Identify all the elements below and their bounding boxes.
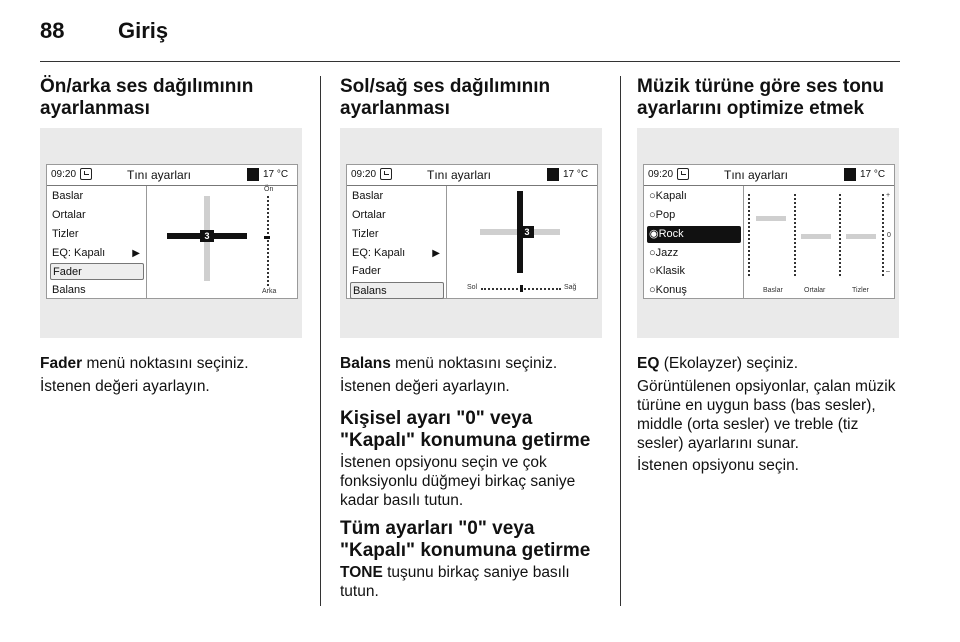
value-marker[interactable]: 3 — [520, 226, 534, 238]
scale-minus: – — [886, 268, 890, 275]
option-label: Kapalı — [655, 190, 687, 202]
menu-item-treble[interactable]: Tizler — [52, 228, 79, 240]
fader-area — [147, 186, 297, 298]
option-classic[interactable]: ○Klasik — [649, 265, 685, 277]
temperature: 17 °C — [860, 169, 886, 180]
menu-item-balance[interactable]: Balans — [52, 284, 86, 296]
text: (Ekolayzer) seçiniz. — [659, 355, 799, 372]
term-bold: Balans — [340, 355, 391, 372]
paragraph — [637, 354, 902, 373]
clock-icon — [80, 168, 92, 180]
status-bar — [644, 165, 894, 186]
column-balance — [340, 76, 610, 600]
fader-indicator — [264, 236, 270, 239]
header-rule — [40, 61, 900, 62]
option-label: Pop — [655, 209, 676, 221]
menu-item-bass[interactable]: Baslar — [52, 190, 84, 202]
subsection-title: Kişisel ayarı "0" veya "Kapalı" konumuna getirme — [340, 408, 591, 451]
paragraph: İstenen değeri ayarlayın. — [340, 378, 510, 395]
menu-item-balance[interactable]: Balans — [350, 282, 444, 299]
option-label: Rock — [658, 228, 684, 240]
eq-scale — [882, 194, 884, 276]
chevron-right-icon: ▶ — [432, 248, 440, 259]
option-label: Klasik — [655, 265, 685, 277]
fader-scale — [267, 196, 269, 286]
paragraph — [340, 563, 600, 601]
left-label: Sol — [467, 284, 478, 291]
menu-item-treble[interactable]: Tizler — [352, 228, 379, 240]
display-screen — [46, 164, 298, 299]
page-number: 88 — [40, 18, 65, 43]
screen-title: Tını ayarları — [427, 168, 492, 182]
option-off[interactable]: ○Kapalı — [649, 190, 687, 202]
screenshot-eq — [637, 128, 899, 338]
clock-icon — [677, 168, 689, 180]
menu-item-label: EQ: Kapalı — [52, 247, 106, 259]
term-bold: EQ — [637, 355, 660, 372]
menu-item-label: EQ: Kapalı — [352, 247, 406, 259]
text: menü noktasını seçiniz. — [390, 355, 558, 372]
eq-scale — [748, 194, 750, 276]
term-bold: Fader — [40, 355, 83, 372]
menu-item-fader[interactable]: Fader — [352, 265, 381, 277]
tone-menu — [347, 186, 447, 298]
section-title: Sol/sağ ses dağılımının ayarlanması — [340, 76, 551, 119]
menu-item-eq[interactable] — [350, 245, 444, 262]
text: tuşunu birkaç saniye basılı tutun. — [340, 564, 570, 600]
eq-scale — [794, 194, 796, 276]
rear-label: Arka — [262, 288, 277, 295]
menu-item-bass[interactable]: Baslar — [352, 190, 384, 202]
temperature: 17 °C — [563, 169, 589, 180]
thermometer-icon — [247, 168, 259, 181]
section-title: Müzik türüne göre ses tonu ayarlarını optimize etmek — [637, 76, 885, 119]
band-label-mid: Ortalar — [804, 287, 826, 294]
clock-time: 09:20 — [351, 169, 377, 180]
status-bar — [47, 165, 297, 186]
balance-indicator — [520, 285, 523, 292]
screenshot-fader — [40, 128, 302, 338]
paragraph: İstenen opsiyonu seçin ve çok fonksiyonlu düğmeyi birkaç saniye kadar basılı tutun. — [340, 454, 576, 509]
section-title: Ön/arka ses dağılımının ayarlanması — [40, 76, 254, 119]
clock-time: 09:20 — [51, 169, 77, 180]
front-label: Ön — [264, 186, 274, 193]
column-divider — [320, 76, 321, 606]
column-fader — [40, 76, 310, 395]
mid-level-bar — [801, 234, 831, 239]
band-label-bass: Baslar — [763, 287, 783, 294]
screen-title: Tını ayarları — [127, 168, 192, 182]
option-label: Konuş — [655, 284, 687, 296]
menu-item-mid[interactable]: Ortalar — [52, 209, 86, 221]
eq-scale — [839, 194, 841, 276]
scale-plus: + — [886, 192, 891, 199]
column-divider — [620, 76, 621, 606]
scale-zero: 0 — [887, 232, 891, 239]
text: menü noktasını seçiniz. — [82, 355, 249, 372]
screenshot-balance — [340, 128, 602, 338]
option-rock[interactable]: ◉Rock — [647, 226, 741, 243]
screen-title: Tını ayarları — [724, 168, 789, 182]
menu-item-eq[interactable] — [50, 245, 144, 262]
option-jazz[interactable]: ○Jazz — [649, 247, 679, 259]
paragraph: İstenen opsiyonu seçin. — [637, 457, 799, 474]
tone-menu — [47, 186, 147, 298]
paragraph — [40, 354, 310, 373]
menu-item-mid[interactable]: Ortalar — [352, 209, 386, 221]
balance-area — [447, 186, 597, 298]
band-label-treble: Tizler — [852, 287, 869, 294]
treble-level-bar — [846, 234, 876, 239]
menu-item-fader[interactable]: Fader — [50, 263, 144, 280]
chevron-right-icon: ▶ — [132, 248, 140, 259]
bass-level-bar — [756, 216, 786, 221]
display-screen — [643, 164, 895, 299]
thermometer-icon — [844, 168, 856, 181]
display-screen — [346, 164, 598, 299]
paragraph — [340, 354, 610, 373]
status-bar — [347, 165, 597, 186]
clock-time: 09:20 — [648, 169, 674, 180]
option-label: Jazz — [655, 247, 679, 259]
paragraph: İstenen değeri ayarlayın. — [40, 378, 210, 395]
eq-area — [744, 186, 894, 298]
temperature: 17 °C — [263, 169, 289, 180]
chapter-title: Giriş — [118, 18, 169, 43]
term-bold: TONE — [340, 564, 383, 581]
subsection-title: Tüm ayarları "0" veya "Kapalı" konumuna getirme — [340, 518, 591, 561]
thermometer-icon — [547, 168, 559, 181]
eq-options — [644, 186, 744, 298]
clock-icon — [380, 168, 392, 180]
option-pop[interactable]: ○Pop — [649, 209, 676, 221]
option-speech[interactable]: ○Konuş — [649, 284, 687, 296]
column-eq — [637, 76, 907, 474]
paragraph: Görüntülenen opsiyonlar, çalan müzik türüne en uygun bass (bas sesler), middle (orta sesler) ve treble (tiz sesler) ayarlarını sunar. — [637, 378, 896, 452]
right-label: Sağ — [564, 284, 577, 291]
value-marker[interactable]: 3 — [200, 230, 214, 242]
